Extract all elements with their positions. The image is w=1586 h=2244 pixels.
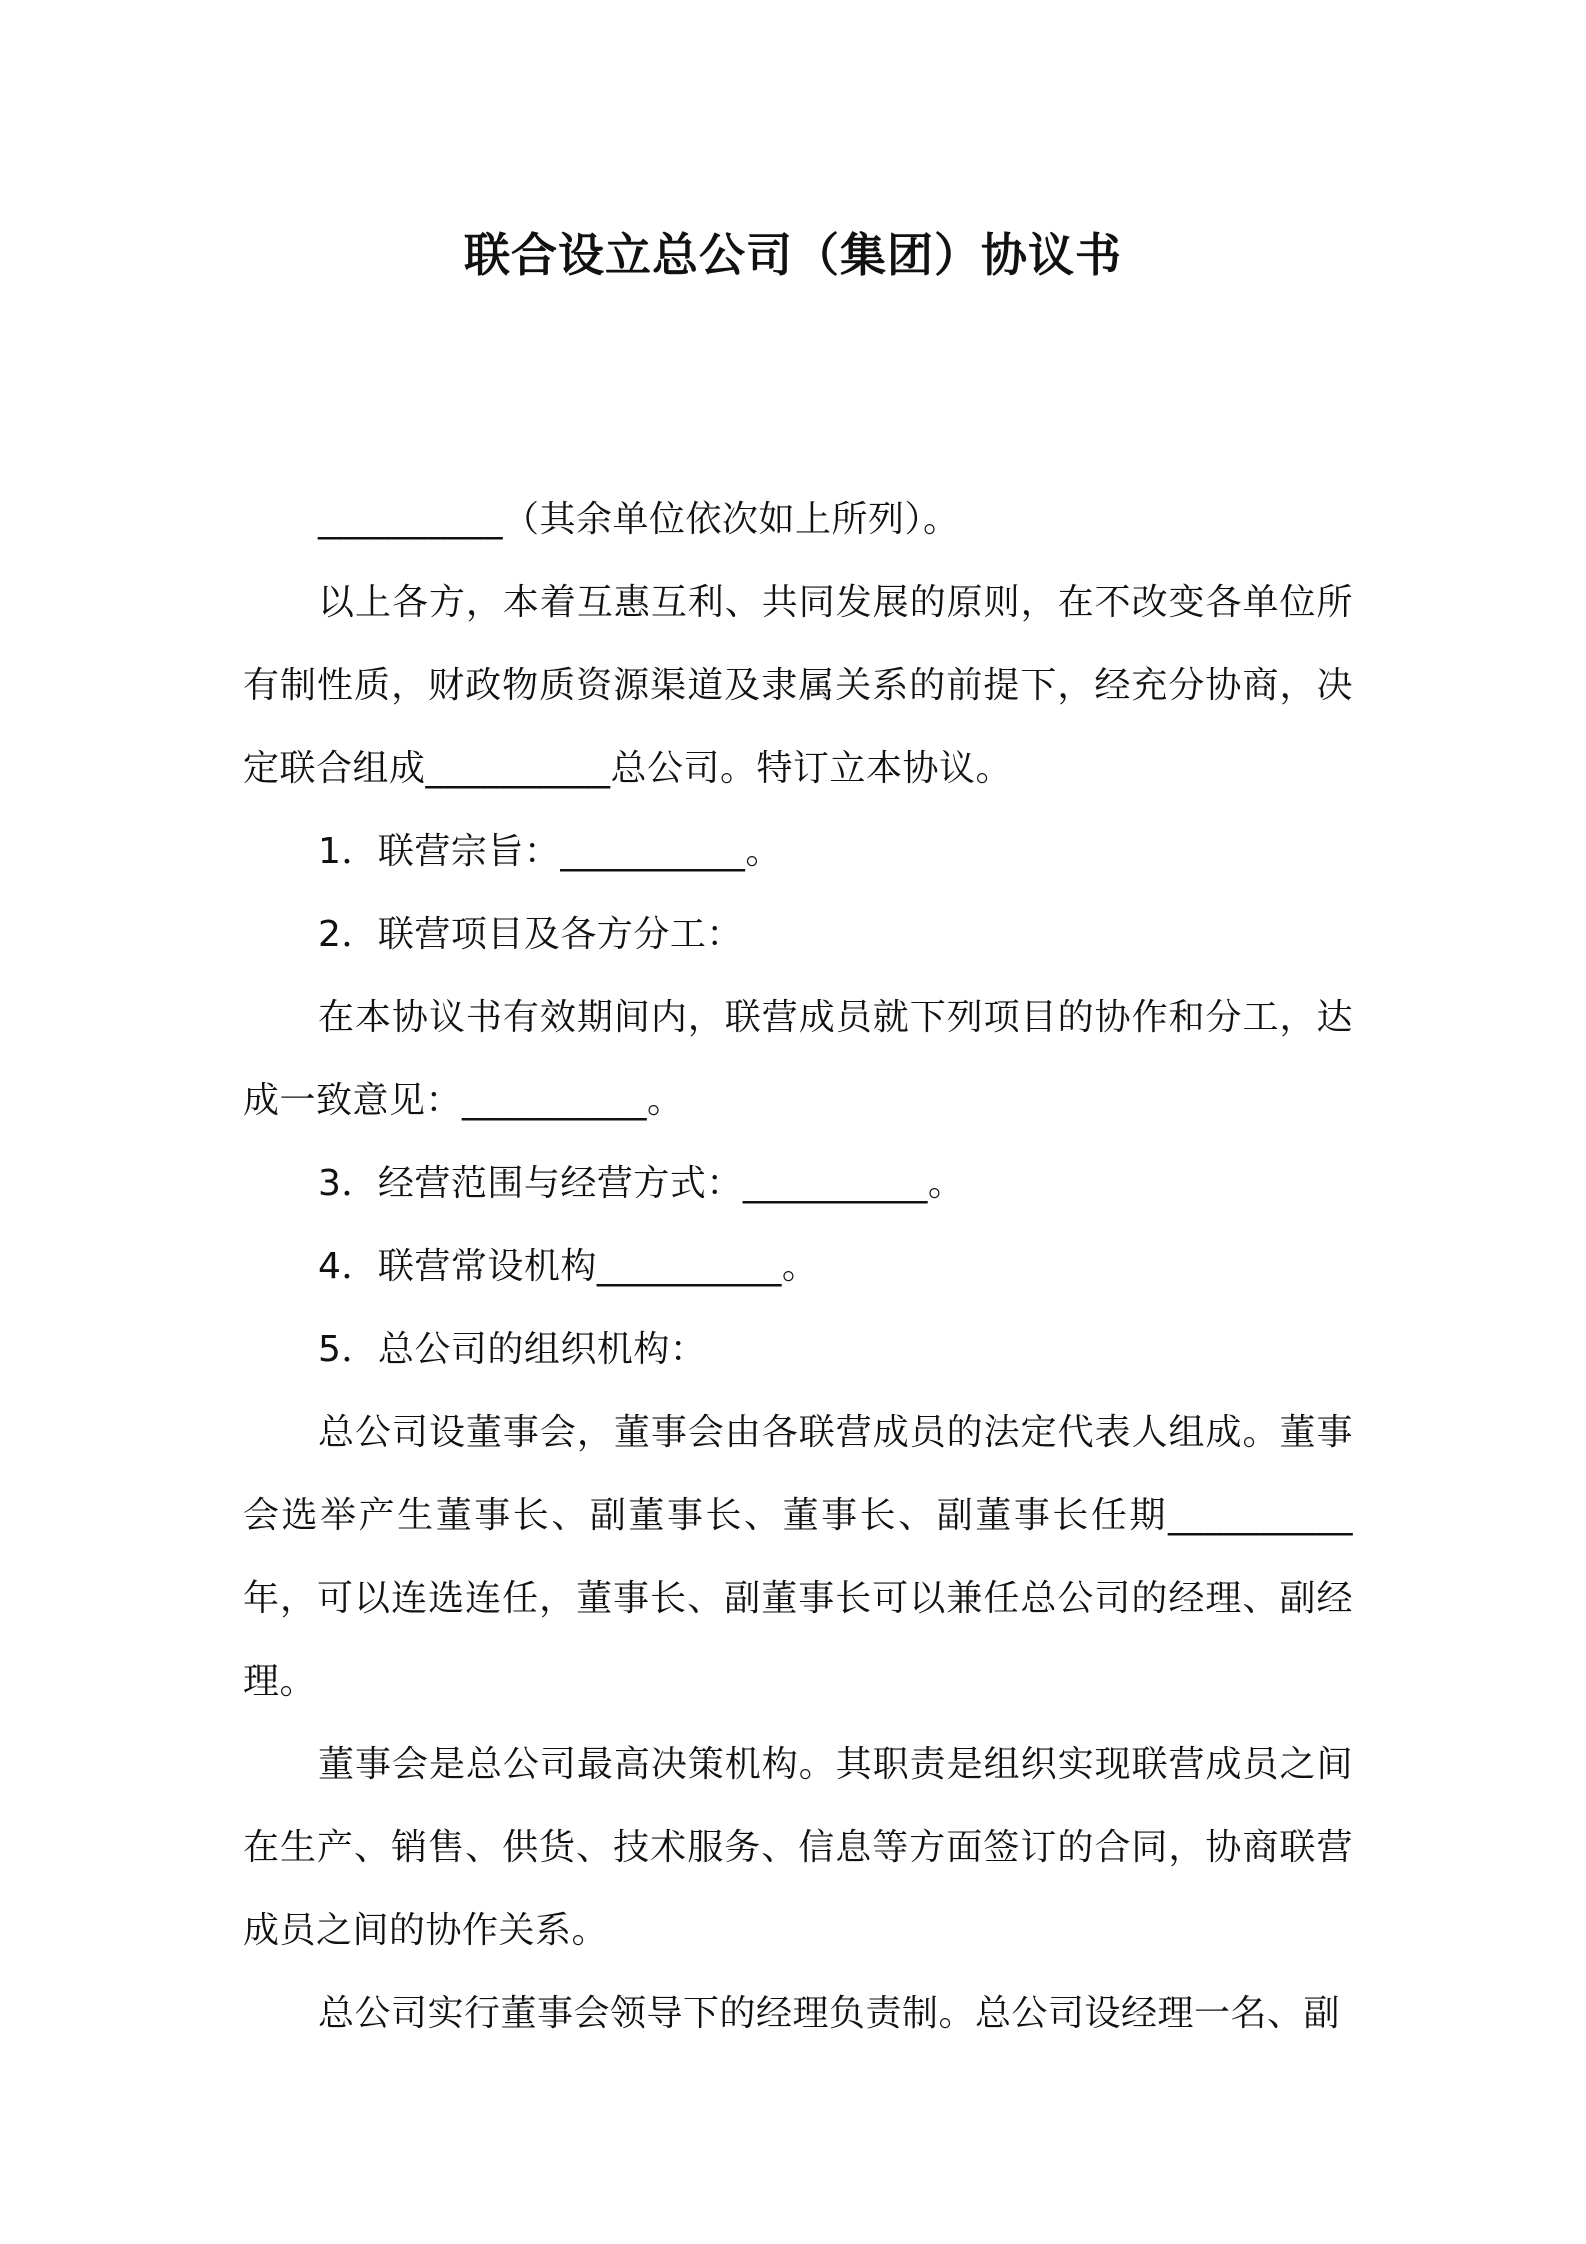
document-title: 联合设立总公司（集团）协议书 bbox=[464, 228, 1122, 282]
clause-1-purpose: 1．联营宗旨：__________。 bbox=[318, 831, 782, 872]
clause-5-heading: 5．总公司的组织机构： bbox=[318, 1329, 707, 1370]
clause-4-standing-body: 4．联营常设机构__________。 bbox=[318, 1246, 819, 1287]
clause-5-board: 总公司设董事会，董事会由各联营成员的法定代表人组成。董事会选举产生董事长、副董事长、董事长、副董事长任期__________年，可以连选连任，董事长、副董事长可以兼任总公司的经理、副经理。 bbox=[243, 1412, 1353, 1702]
clause-5-manager: 总公司实行董事会领导下的经理负责制。总公司设经理一名、副 bbox=[318, 1993, 1341, 2034]
paragraph-preamble: 以上各方，本着互惠互利、共同发展的原则，在不改变各单位所有制性质，财政物质资源渠道及隶属关系的前提下，经充分协商，决定联合组成__________总公司。特订立本协议。 bbox=[243, 582, 1353, 789]
clause-2-body: 在本协议书有效期间内，联营成员就下列项目的协作和分工，达成一致意见：__________。 bbox=[243, 997, 1353, 1121]
paragraph-other-parties: __________（其余单位依次如上所列）。 bbox=[318, 499, 960, 540]
clause-3-scope: 3．经营范围与经营方式：__________。 bbox=[318, 1163, 965, 1204]
clause-5-board-duties: 董事会是总公司最高决策机构。其职责是组织实现联营成员之间在生产、销售、供货、技术服务、信息等方面签订的合同，协商联营成员之间的协作关系。 bbox=[243, 1744, 1353, 1951]
document-body bbox=[243, 478, 1353, 2055]
clause-2-heading: 2．联营项目及各方分工： bbox=[318, 914, 743, 955]
